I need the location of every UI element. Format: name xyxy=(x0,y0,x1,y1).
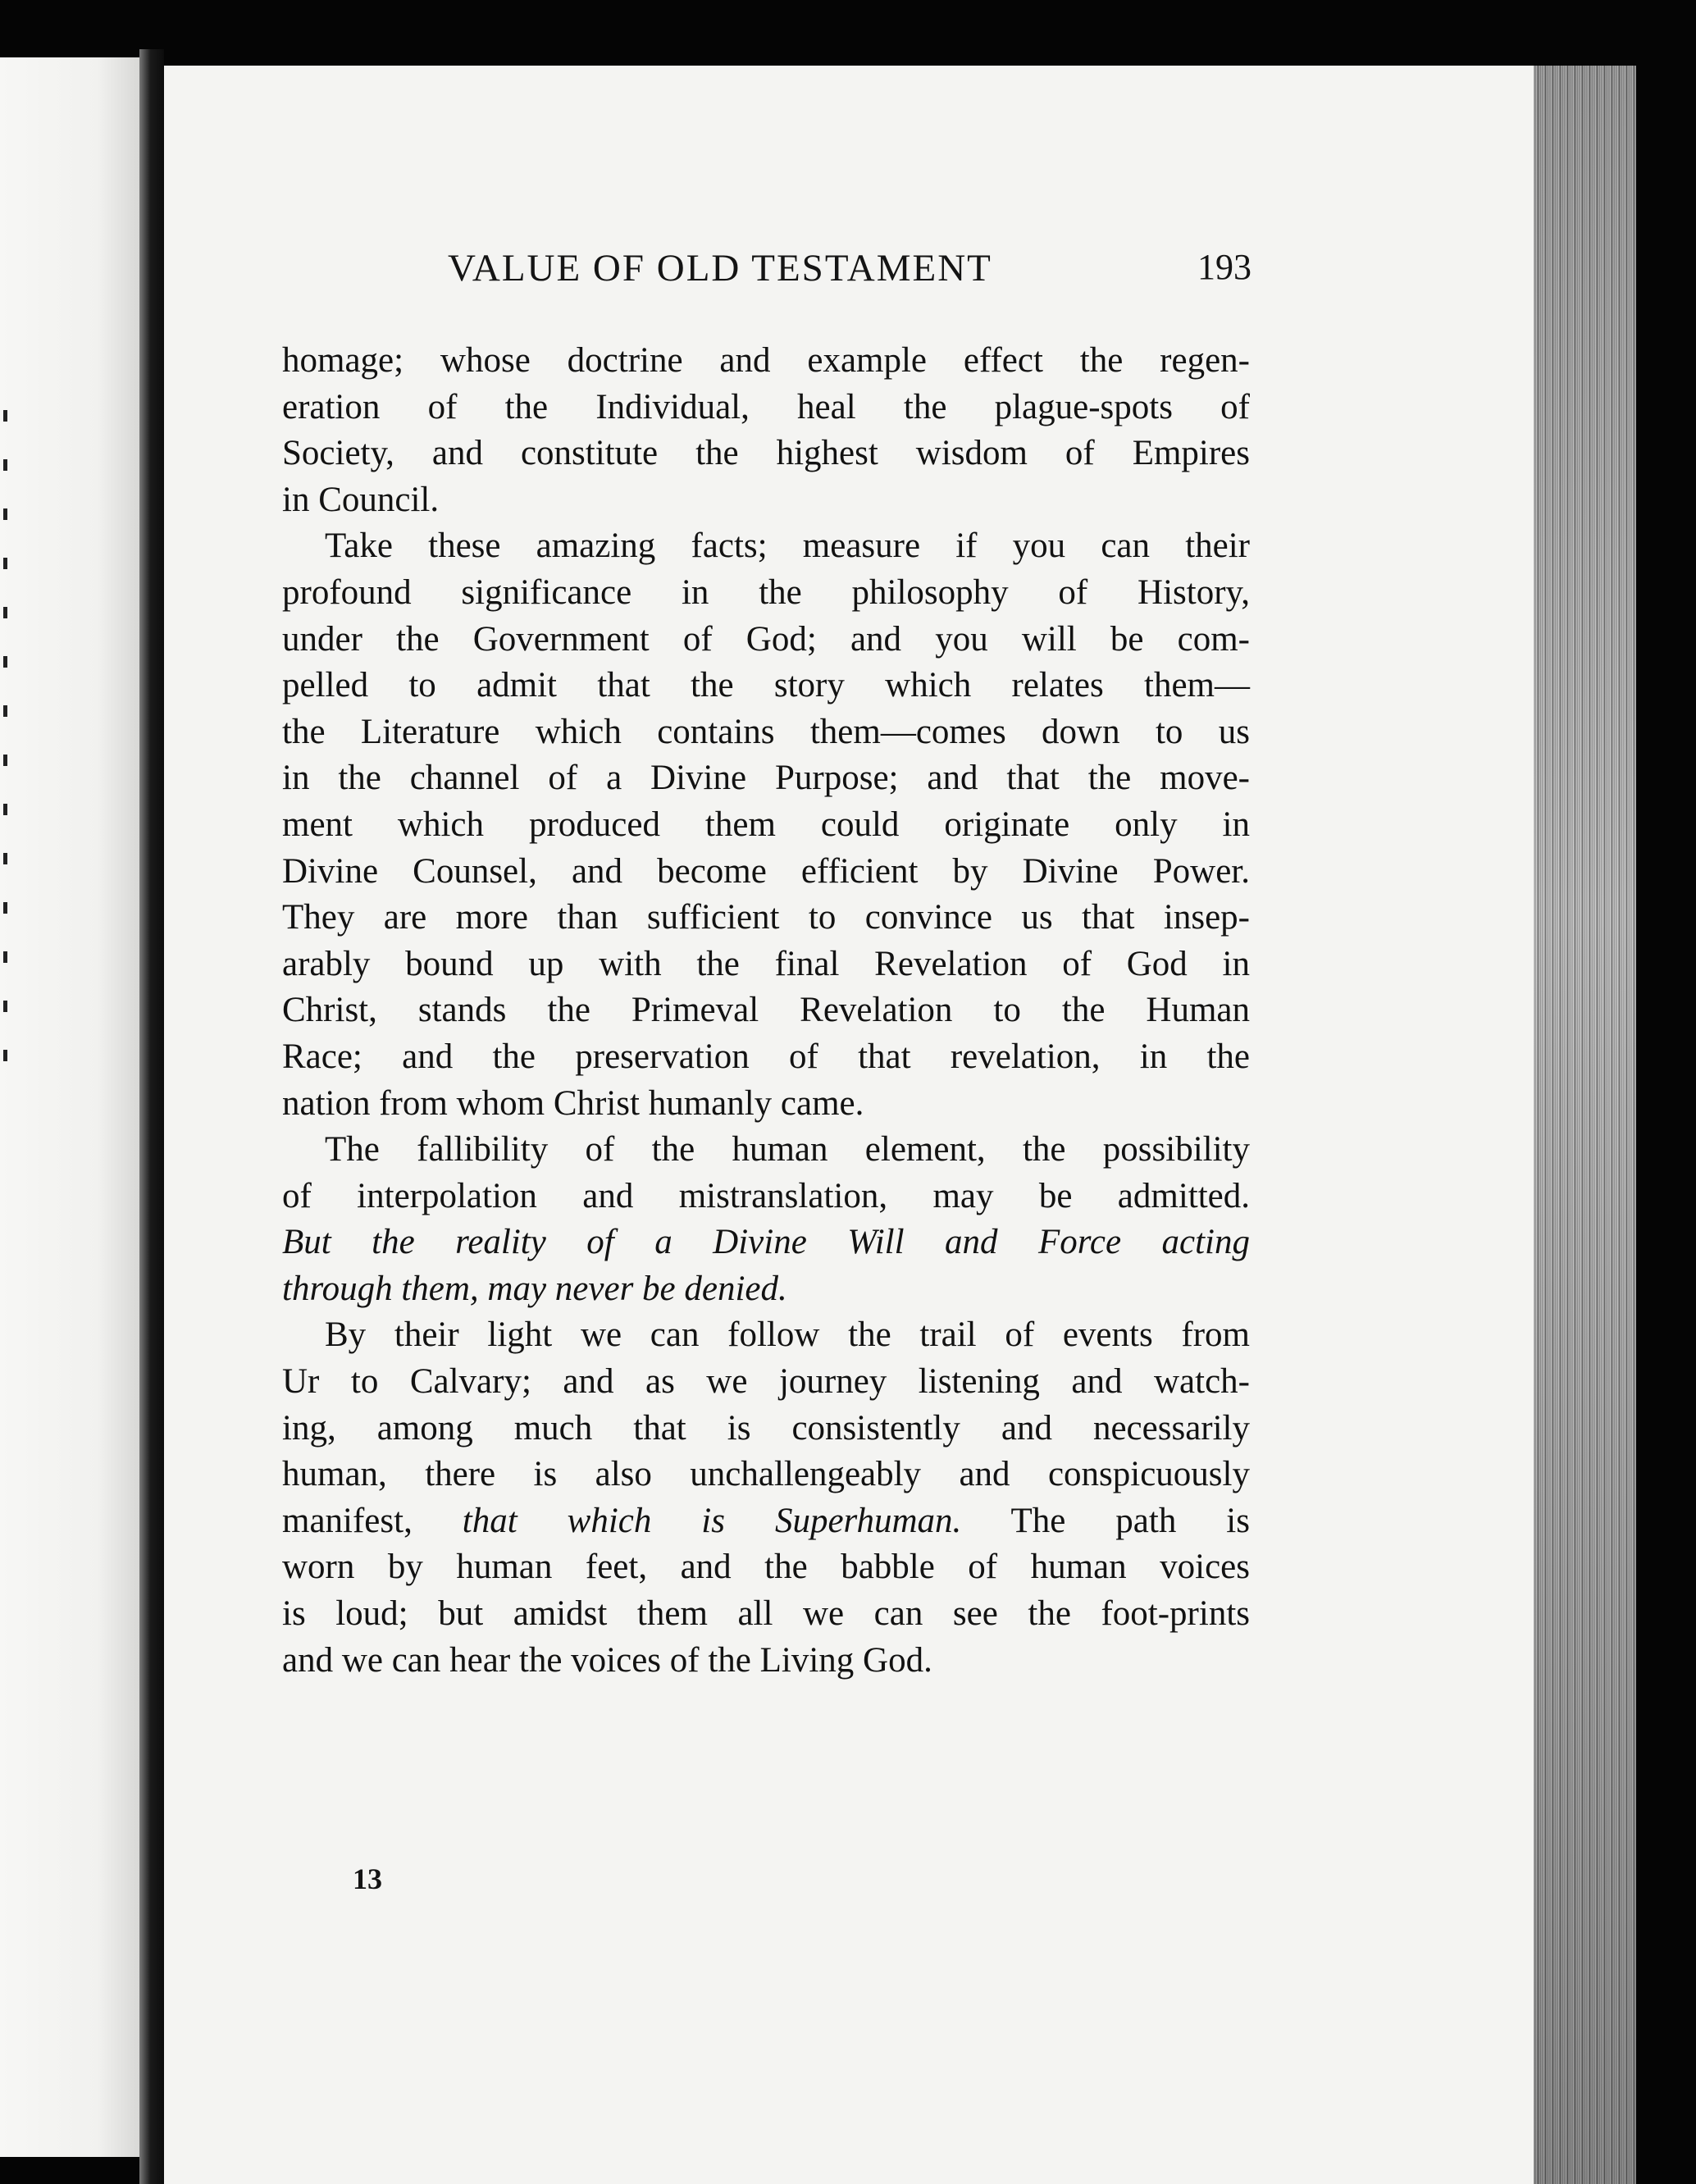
text-line: human, there is also unchallengeably and conspicuously xyxy=(282,1455,1250,1494)
text-line: Race; and the preservation of that revelation, in the xyxy=(282,1037,1250,1076)
page-number: 193 xyxy=(1197,247,1251,287)
text-line: By their light we can follow the trail of events from xyxy=(325,1315,1250,1355)
text-line: profound significance in the philosophy of History, xyxy=(282,572,1250,612)
paragraph xyxy=(282,523,1250,1127)
body-text xyxy=(282,338,1250,1684)
paragraph xyxy=(282,338,1250,523)
text-line: They are more than sufficient to convince us that insep- xyxy=(282,898,1250,937)
italic-text-line: But the reality of a Divine Will and Force acting xyxy=(282,1223,1250,1262)
italic-text-line: through them, may never be denied. xyxy=(282,1269,787,1308)
text-line: Ur to Calvary; and as we journey listening and watch- xyxy=(282,1362,1250,1402)
text-segment: manifest, xyxy=(282,1501,463,1540)
text-line: ment which produced them could originate only in xyxy=(282,805,1250,844)
book-gutter xyxy=(139,49,164,2184)
text-line: in the channel of a Divine Purpose; and that the move- xyxy=(282,759,1250,798)
text-line: Society, and constitute the highest wisdom of Empires xyxy=(282,434,1250,473)
text-line: homage; whose doctrine and example effect the regen- xyxy=(282,341,1250,380)
text-line: nation from whom Christ humanly came. xyxy=(282,1083,864,1123)
text-line: pelled to admit that the story which relates them— xyxy=(282,666,1250,705)
paragraph xyxy=(282,1312,1250,1684)
facing-page-text-fragments xyxy=(3,410,13,1148)
text-line: Christ, stands the Primeval Revelation to the Human xyxy=(282,991,1250,1030)
italic-text-segment: that which is Superhuman. xyxy=(462,1501,962,1540)
text-line: in Council. xyxy=(282,480,440,519)
text-line: the Literature which contains them—comes down to us xyxy=(282,712,1250,751)
paragraph xyxy=(282,1127,1250,1312)
facing-page-edge xyxy=(0,57,139,2157)
text-line: The fallibility of the human element, the possibility xyxy=(325,1130,1250,1170)
text-line: of interpolation and mistranslation, may be admitted. xyxy=(282,1176,1250,1215)
text-line: worn by human feet, and the babble of human voices xyxy=(282,1548,1250,1587)
text-line: under the Government of God; and you will be com- xyxy=(282,619,1250,659)
mixed-text-line xyxy=(282,1498,1250,1545)
scan-border xyxy=(1636,57,1696,2184)
text-line: and we can hear the voices of the Living God. xyxy=(282,1640,932,1680)
running-head xyxy=(282,246,1251,303)
text-line: is loud; but amidst them all we can see the foot-prints xyxy=(282,1594,1250,1634)
text-line: arably bound up with the final Revelation of God in xyxy=(282,944,1250,983)
text-segment: The path is xyxy=(961,1501,1250,1540)
text-line: ing, among much that is consistently and necessarily xyxy=(282,1408,1250,1448)
text-line: Take these amazing facts; measure if you can their xyxy=(325,527,1250,566)
text-line: eration of the Individual, heal the plague-spots of xyxy=(282,387,1250,426)
page-edges-shade xyxy=(1534,66,1636,2184)
text-line: Divine Counsel, and become efficient by Divine Power. xyxy=(282,851,1250,891)
running-title: VALUE OF OLD TESTAMENT xyxy=(448,247,992,290)
signature-mark: 13 xyxy=(353,1863,382,1895)
